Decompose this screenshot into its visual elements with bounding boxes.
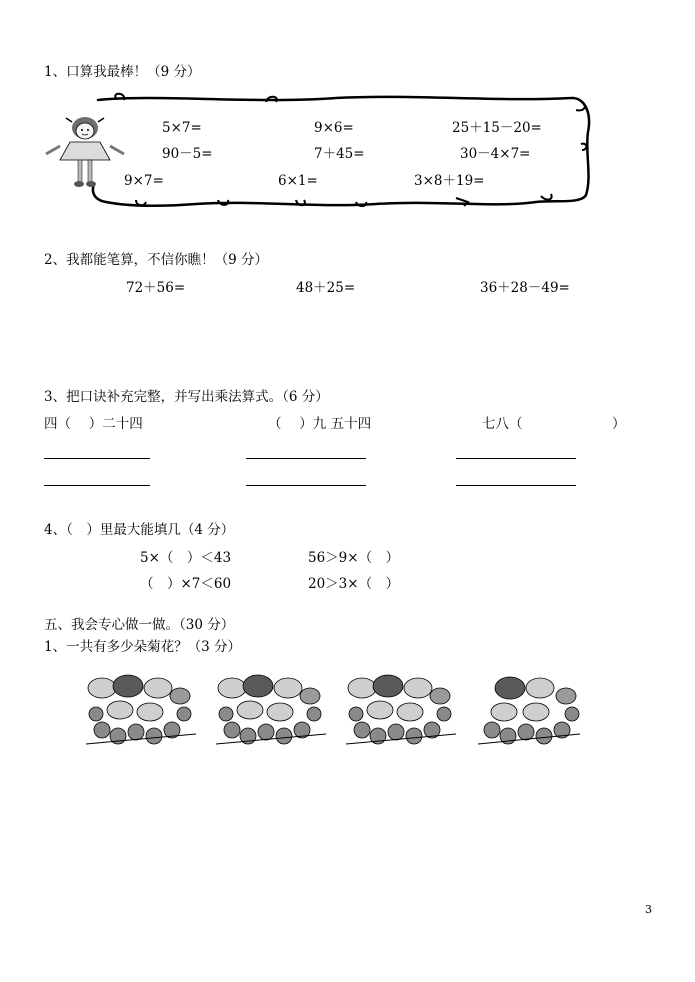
girl-cartoon-icon (40, 114, 130, 194)
problem-4-1: 5×（ ）＜43 (140, 550, 232, 566)
section2-heading: 2、我都能笔算，不信你瞧！（9 分） (44, 252, 268, 268)
problem-2-3: 36＋28－49= (480, 280, 570, 296)
problem-1-3: 25＋15－20= (452, 120, 542, 136)
problem-2-1: 72＋56= (126, 280, 186, 296)
problem-1-2: 9×6= (314, 120, 354, 136)
answer-line (44, 458, 150, 459)
problem-2-2: 48＋25= (296, 280, 356, 296)
problem-4-3: （ ）×7＜60 (140, 576, 232, 592)
rhyme-item-3: 七八（ (482, 416, 523, 432)
section1-heading: 1、口算我最棒！（9 分） (44, 64, 201, 80)
answer-line (456, 458, 576, 459)
chrysanthemum-bouquet-icon (340, 674, 460, 746)
problem-1-1: 5×7= (162, 120, 202, 136)
problem-1-4: 90－5= (162, 146, 213, 162)
answer-line (246, 485, 366, 486)
problem-4-2: 56＞9×（ ） (308, 550, 400, 566)
section3-heading: 3、把口诀补充完整，并写出乘法算式。（6 分） (44, 389, 329, 405)
rhyme-item-2: （ ）九 五十四 (268, 416, 372, 432)
section5-heading: 五、我会专心做一做。（30 分） (44, 617, 235, 633)
rhyme-item-1: 四（ ）二十四 (44, 416, 143, 432)
question-5-1: 1、一共有多少朵菊花？（3 分） (44, 639, 241, 655)
rhyme-item-3-close: ） (612, 416, 626, 432)
chrysanthemum-bouquet-icon (210, 674, 330, 746)
chrysanthemum-bouquet-icon (80, 674, 200, 746)
answer-line (246, 458, 366, 459)
problem-1-7: 9×7= (124, 173, 164, 189)
problem-1-9: 3×8＋19= (414, 173, 485, 189)
problem-1-6: 30－4×7= (460, 146, 531, 162)
chrysanthemum-bouquet-icon (474, 674, 584, 746)
problem-1-5: 7＋45= (314, 146, 365, 162)
answer-line (456, 485, 576, 486)
answer-line (44, 485, 150, 486)
problem-1-8: 6×1= (278, 173, 318, 189)
page-number: 3 (645, 903, 652, 916)
problem-4-4: 20＞3×（ ） (308, 576, 400, 592)
section4-heading: 4、（ ）里最大能填几（4 分） (44, 522, 235, 538)
